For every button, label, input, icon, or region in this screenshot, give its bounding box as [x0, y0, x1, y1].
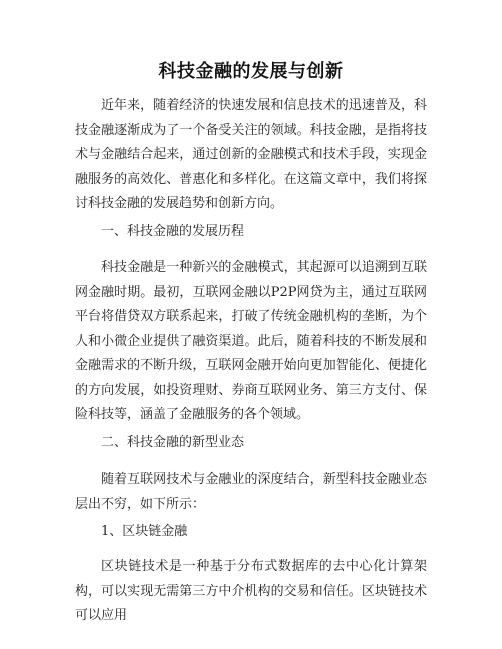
- section-heading-new-forms: 二、科技金融的新型业态: [101, 435, 245, 450]
- blockchain-paragraph: 区块链技术是一种基于分布式数据库的去中心化计算架构，可以实现无需第三方中介机构的交易和信任。区块链技术可以应用: [75, 559, 427, 623]
- section-heading-history: 一、科技金融的发展历程: [101, 224, 245, 239]
- intro-paragraph: 近年来，随着经济的快速发展和信息技术的迅速普及，科技金融逐渐成为了一个备受关注的领域。科技金融，是指将技术与金融结合起来，通过创新的金融模式和技术手段，实现金融服务的高效化、普惠化和多样化。在这篇文章中，我们将探讨科技金融的发展趋势和创新方向。: [75, 98, 427, 211]
- document-title: 科技金融的发展与创新: [158, 61, 344, 82]
- new-forms-paragraph: 随着互联网技术与金融业的深度结合，新型科技金融业态层出不穷，如下所示：: [75, 472, 427, 512]
- history-paragraph: 科技金融是一种新兴的金融模式，其起源可以追溯到互联网金融时期。最初，互联网金融以P2P网贷为主，通过互联网平台将借贷双方联系起来，打破了传统金融机构的垄断，为个人和小微企业提供了融资渠道。此后，随着科技的不断发展和金融需求的不断升级，互联网金融开始向更加智能化、便捷化的方向发展，如投资理财、券商互联网业务、第三方支付、保险科技等，涵盖了金融服务的各个领域。: [75, 260, 427, 422]
- subsection-heading-blockchain: 1、区块链金融: [101, 524, 188, 539]
